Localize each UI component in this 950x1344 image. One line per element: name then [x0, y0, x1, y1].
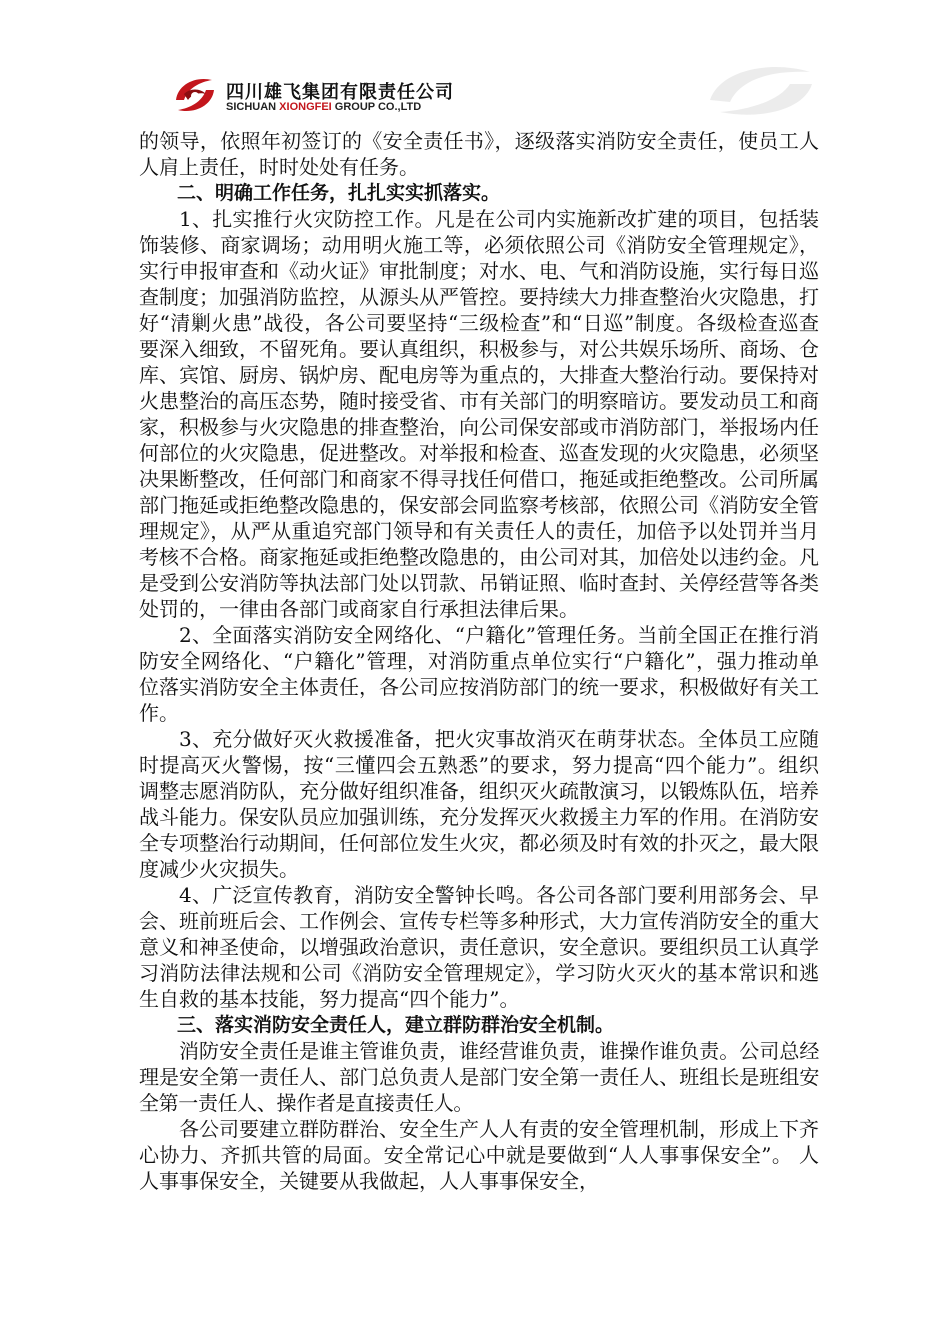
paragraph-safety-mechanism: 各公司要建立群防群治、安全生产人人有责的安全管理机制，形成上下齐心协力、齐抓共管的局面。安全常记心中就是要做到“人人事事保安全”。 人人事事保安全，关键要从我做起，人人事事保安全， — [139, 1117, 819, 1193]
paragraph-fire-prevention: 1、扎实推行火灾防控工作。凡是在公司内实施新改扩建的项目，包括装饰装修、商家调场；动用明火施工等，必须依照公司《消防安全管理规定》，实行申报审查和《动火证》审批制度；对水、电、气和消防设施，实行每日巡查制度；加强消防监控，从源头从严管控。要持续大力排查整治火灾隐患，打好“清剿火患”战役，各公司要坚持“三级检查”和“日巡”制度。各级检查巡查要深入细致，不留死角。要认真组织，积极参与，对公共娱乐场所、商场、仓库、宾馆、厨房、锅炉房、配电房等为重点的，大排查大整治行动。要保持对火患整治的高压态势，随时接受省、市有关部门的明察暗访。要发动员工和商家，积极参与火灾隐患的排查整治，向公司保安部或市消防部门，举报场内任何部位的火灾隐患，促进整改。对举报和检查、巡查发现的火灾隐患，必须坚决果断整改，任何部门和商家不得寻找任何借口，拖延或拒绝整改。公司所属部门拖延或拒绝整改隐患的，保安部会同监察考核部，依照公司《消防安全管理规定》，从严从重追究部门领导和有关责任人的责任，加倍予以处罚并当月考核不合格。商家拖延或拒绝整改隐患的，由公司对其，加倍处以违约金。凡是受到公安消防等执法部门处以罚款、吊销证照、临时查封、关停经营等各类处罚的，一律由各部门或商家自行承担法律后果。 — [139, 207, 819, 621]
section-heading-3: 三、落实消防安全责任人，建立群防群治安全机制。 — [177, 1014, 615, 1036]
watermark-logo-icon — [700, 60, 820, 120]
paragraph-rescue-preparation: 3、充分做好灭火救援准备，把火灾事故消灭在萌芽状态。全体员工应随时提高灭火警惕，按“三懂四会五熟悉”的要求，努力提高“四个能力”。组织调整志愿消防队，充分做好组织准备，组织灭火疏散演习，以锻炼队伍，培养战斗能力。保安队员应加强训练，充分发挥灭火救援主力军的作用。在消防安全专项整治行动期间，任何部位发生火灾，都必须及时有效的扑灭之，最大限度减少火灾损失。 — [139, 727, 819, 881]
letterhead — [0, 0, 950, 128]
company-logo-icon — [170, 70, 220, 120]
company-name-cn: 四川雄飞集团有限责任公司 — [226, 82, 454, 103]
paragraph-publicity-education: 4、广泛宣传教育，消防安全警钟长鸣。各公司各部门要利用部务会、早会、班前班后会、工作例会、宣传专栏等多种形式，大力宣传消防安全的重大意义和神圣使命，以增强政治意识，责任意识，安全意识。要组织员工认真学习消防法律法规和公司《消防安全管理规定》，学习防火灭火的基本常识和逃生自救的基本技能，努力提高“四个能力”。 — [139, 883, 819, 1011]
document-body — [139, 128, 819, 1194]
company-name-en: SICHUAN XIONGFEI GROUP CO.,LTD — [226, 101, 422, 113]
paragraph-responsibility: 消防安全责任是谁主管谁负责，谁经营谁负责，谁操作谁负责。公司总经理是安全第一责任人、部门总负责人是部门安全第一责任人、班组长是班组安全第一责任人、操作者是直接责任人。 — [139, 1039, 819, 1115]
paragraph-continuation: 的领导，依照年初签订的《安全责任书》，逐级落实消防安全责任，使员工人人肩上责任，时时处处有任务。 — [139, 129, 819, 179]
paragraph-network-management: 2、全面落实消防安全网络化、“户籍化”管理任务。当前全国正在推行消防安全网络化、“户籍化”管理，对消防重点单位实行“户籍化”，强力推动单位落实消防安全主体责任，各公司应按消防部门的统一要求，积极做好有关工作。 — [139, 623, 819, 725]
section-heading-2: 二、明确工作任务，扎扎实实抓落实。 — [177, 182, 501, 204]
